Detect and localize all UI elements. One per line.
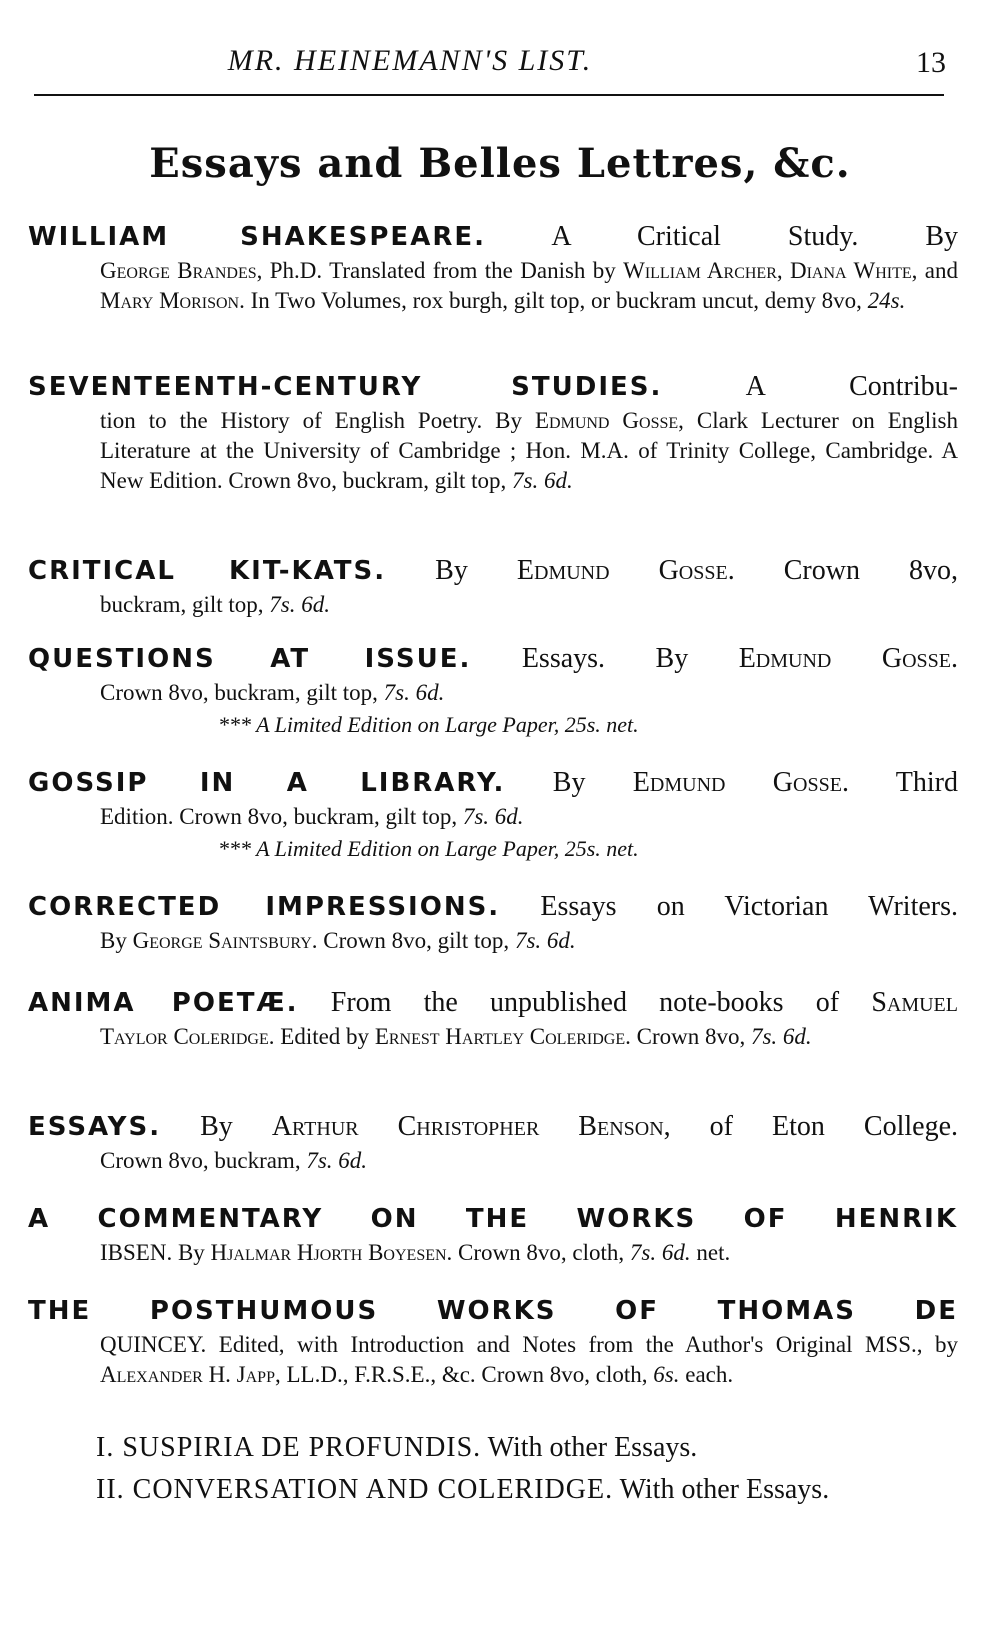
entry-gossip-in-a-library — [28, 764, 958, 864]
entry-body-part: 7s. 6d. — [383, 680, 445, 705]
page-number: 13 — [916, 46, 946, 79]
sub-item-rest: With other Essays. — [613, 1474, 830, 1505]
entry-body-part: 7s. 6d. — [462, 804, 524, 829]
entry-first-line — [28, 1292, 958, 1330]
entry-body-part: Ernest Hartley Coleridge — [374, 1024, 626, 1049]
entry-body-part: 7s. 6d. — [269, 592, 330, 617]
entry-lead-part: By — [386, 555, 517, 586]
entry-body-part: net. — [690, 1240, 731, 1265]
entry-title: A COMMENTARY ON THE WORKS OF HENRIK — [28, 1204, 958, 1234]
entry-body — [100, 1146, 958, 1176]
entry-first-line — [28, 984, 958, 1022]
entry-body-part: IBSEN. By — [100, 1240, 211, 1265]
entry-body-part: 7s. 6d. — [306, 1148, 368, 1173]
entry-body-part: Edmund Gosse — [534, 408, 679, 433]
entry-lead: A Critical Study. By — [485, 221, 959, 252]
entry-body-part: Crown 8vo, buckram, — [100, 1148, 307, 1173]
entry-lead-part: Edmund Gosse — [632, 767, 842, 798]
entry-body-part: Hjalmar Hjorth Boyesen — [210, 1240, 447, 1265]
entry-body-part: , Ph.D. Translated from the Danish by — [256, 258, 624, 283]
entry-body — [100, 802, 958, 832]
entry-title: CRITICAL KIT-KATS. — [28, 556, 387, 586]
entry-ibsen-commentary — [28, 1200, 958, 1268]
section-heading: Essays and Belles Lettres, &c. — [149, 140, 851, 187]
entry-body-part: . Crown 8vo, gilt top, — [311, 928, 515, 953]
entry-lead-part: From the unpublished note-books of — [298, 987, 872, 1018]
entry-body-part: George Brandes — [100, 258, 257, 283]
entry-body — [100, 590, 958, 620]
entry-body-part: 7s. 6d. — [514, 928, 576, 953]
entry-body-part: each. — [679, 1362, 734, 1387]
entry-first-line — [28, 218, 958, 256]
entry-title: ESSAYS. — [28, 1112, 162, 1142]
entry-first-line — [28, 1108, 958, 1146]
entry-de-quincey — [28, 1292, 958, 1390]
entry-essays-benson — [28, 1108, 958, 1176]
entry-seventeenth-century-studies — [28, 368, 958, 496]
entry-title: ANIMA POETÆ. — [28, 988, 299, 1018]
entry-title: QUESTIONS AT ISSUE. — [28, 644, 472, 674]
entry-body — [100, 926, 958, 956]
entry-title: SEVENTEENTH-CENTURY STUDIES. — [28, 372, 663, 402]
entry-body-part: , Clark Lecturer on English Literature at the University of Cambridge ; Hon. M.A. of Trinity College, Cambridge. A New Edition. Crown 8vo, buckram, gilt top, — [100, 408, 958, 493]
entry-body-part: QUINCEY. Edited, with Introduction and Notes from the Author's Original MSS., by — [100, 1332, 958, 1357]
entry-shakespeare — [28, 218, 958, 316]
entry-body-part: . In Two Volumes, rox burgh, gilt top, or buckram uncut, demy 8vo, — [239, 288, 868, 313]
sub-item-title: I. SUSPIRIA DE PROFUNDIS. — [96, 1432, 482, 1463]
entry-lead-part: . Third — [841, 767, 958, 798]
entry-first-line — [28, 368, 958, 406]
entry-body — [100, 256, 958, 316]
entry-lead-part: By — [505, 767, 633, 798]
sub-item-rest: With other Essays. — [481, 1432, 698, 1463]
entry-anima-poetae — [28, 984, 958, 1052]
entry-body-part: Edition. Crown 8vo, buckram, gilt top, — [100, 804, 463, 829]
entry-body — [100, 1330, 958, 1390]
entry-body-part: buckram, gilt top, — [100, 592, 270, 617]
header-rule — [34, 94, 944, 96]
running-title: MR. HEINEMANN'S LIST. — [227, 44, 593, 77]
entry-body-part: 7s. 6d. — [512, 468, 573, 493]
entry-body-part: , and — [911, 258, 958, 283]
entry-lead-part: . — [950, 643, 958, 674]
entry-lead-part: . Crown 8vo, — [727, 555, 958, 586]
running-head — [40, 40, 950, 80]
entry-lead-part: By — [161, 1111, 272, 1142]
entry-body — [100, 1238, 958, 1268]
entry-body-part: Diana White — [789, 258, 912, 283]
entry-body-part: . Edited by — [268, 1024, 375, 1049]
entry-body-part: , LL.D., F.R.S.E., &c. Crown 8vo, cloth, — [274, 1362, 654, 1387]
entry-body — [100, 1022, 958, 1052]
entry-body-part: George Saintsbury — [132, 928, 312, 953]
sub-item-conversation — [96, 1472, 956, 1508]
entry-lead-part: Edmund Gosse — [516, 555, 728, 586]
entry-first-line — [28, 640, 958, 678]
entry-body-part: . Crown 8vo, — [625, 1024, 751, 1049]
entry-first-line — [28, 552, 958, 590]
entry-lead-part: Essays. By — [471, 643, 739, 674]
entry-title: WILLIAM SHAKESPEARE. — [28, 222, 486, 252]
entry-body-part: William Archer — [623, 258, 777, 283]
entry-body-part: Mary Morison — [100, 288, 240, 313]
entry-lead-part: Edmund Gosse — [738, 643, 951, 674]
entry-lead-part: Samuel — [871, 987, 958, 1018]
entry-body-part: tion to the History of English Poetry. By — [100, 408, 535, 433]
limited-edition-note: *** A Limited Edition on Large Paper, 25s. net. — [218, 836, 639, 861]
entry-body — [100, 406, 958, 496]
sub-item-title: II. CONVERSATION AND COLERIDGE. — [96, 1474, 614, 1505]
limited-edition-note: *** A Limited Edition on Large Paper, 25s. net. — [218, 712, 639, 737]
entry-first-line — [28, 1200, 958, 1238]
entry-title: THE POSTHUMOUS WORKS OF THOMAS DE — [28, 1296, 958, 1326]
entry-first-line — [28, 764, 958, 802]
entry-lead: Essays on Victorian Writers. — [500, 891, 958, 922]
sub-item-suspiria — [96, 1430, 956, 1466]
entry-title: CORRECTED IMPRESSIONS. — [28, 892, 501, 922]
entry-title: GOSSIP IN A LIBRARY. — [28, 768, 506, 798]
entry-body-part: 6s. — [653, 1362, 680, 1387]
entry-corrected-impressions — [28, 888, 958, 956]
entry-body-part: , — [776, 258, 790, 283]
entry-body-part: Taylor Coleridge — [100, 1024, 269, 1049]
entry-body-part: By — [100, 928, 133, 953]
entry-body-part: 24s. — [867, 288, 906, 313]
entry-body-part: . Crown 8vo, cloth, — [446, 1240, 630, 1265]
entry-body-part: 7s. 6d. — [750, 1024, 812, 1049]
entry-critical-kit-kats — [28, 552, 958, 620]
entry-lead-part: , of Eton College. — [663, 1111, 958, 1142]
entry-body-part: 7s. 6d. — [629, 1240, 691, 1265]
entry-body-part: Alexander H. Japp — [100, 1362, 275, 1387]
entry-body-part: Crown 8vo, buckram, gilt top, — [100, 680, 384, 705]
entry-lead-part: Arthur Christopher Benson — [271, 1111, 664, 1142]
entry-first-line — [28, 888, 958, 926]
entry-body — [100, 678, 958, 708]
entry-questions-at-issue — [28, 640, 958, 740]
entry-lead: A Contribu- — [662, 371, 958, 402]
